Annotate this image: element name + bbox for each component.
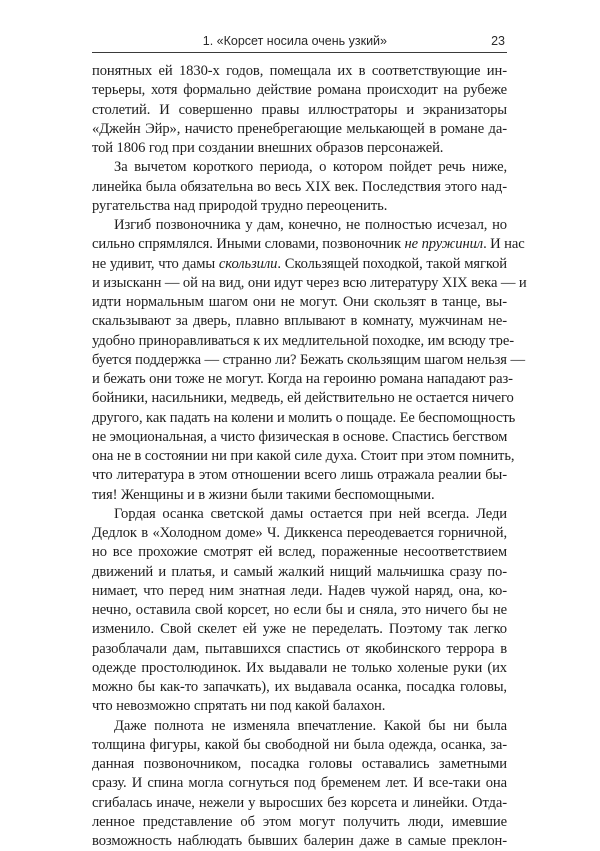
- text-line: той 1806 год при создании внешних образов персонажей.: [92, 139, 507, 158]
- text-line: толщина фигуры, какой бы свободной ни была одежда, осанка, за-: [92, 736, 507, 755]
- text-line: ленное представление об этом могут получить люди, имевшие: [92, 813, 507, 832]
- paragraph: [92, 216, 507, 505]
- text-line: и бежать они тоже не могут. Когда на героиню романа нападают раз-: [92, 370, 507, 389]
- text-line: идти нормальным шагом они не могут. Они скользят в танце, вы-: [92, 293, 507, 312]
- text-line: скальзывают за дверь, плавно вплывают в комнату, мужчинам не-: [92, 312, 507, 331]
- text-line: удобно приноравливаться к их медлительной походке, им всюду тре-: [92, 332, 507, 351]
- paragraph: [92, 62, 507, 158]
- text-line: Дедлок в «Холодном доме» Ч. Диккенса переодевается горничной,: [92, 524, 507, 543]
- text-line: но все прохожие смотрят ей вслед, пораженные несоответствием: [92, 543, 507, 562]
- text-line: что литература в этом отношении всего лишь отражала реалии бы-: [92, 466, 507, 485]
- text-line: сгибалась иначе, нежели у выросших без корсета и линейки. Отда-: [92, 794, 507, 813]
- text-line: сразу. И спина могла согнуться под бременем лет. И все-таки она: [92, 774, 507, 793]
- text-line: не удивит, что дамы скользили. Скользящей походкой, такой мягкой: [92, 255, 507, 274]
- text-line: терьеры, хотя формально действие романа происходит на рубеже: [92, 81, 507, 100]
- text-line: и изысканн — ой на вид, они идут через всю литературу XIX века — и: [92, 274, 507, 293]
- text-line: другого, как падать на колени и молить о пощаде. Ее беспомощность: [92, 409, 507, 428]
- paragraph: [92, 505, 507, 717]
- text-line: не эмоциональная, а чисто физическая в основе. Спастись бегством: [92, 428, 507, 447]
- text-line: Гордая осанка светской дамы остается при ней всегда. Леди: [92, 505, 507, 524]
- text-line: «Джейн Эйр», начисто пренебрегающие мелькающей в романе да-: [92, 120, 507, 139]
- text-line: разоблачали дам, пытавшихся спастись от якобинского террора в: [92, 640, 507, 659]
- text-line: можно бы как-то запачкать), их выдавала осанка, посадка головы,: [92, 678, 507, 697]
- text-line: понятных ей 1830-х годов, помещала их в соответствующие ин-: [92, 62, 507, 81]
- paragraph: [92, 158, 507, 216]
- text-line: она не в состоянии ни при какой силе духа. Стоит при этом помнить,: [92, 447, 507, 466]
- running-header: [92, 34, 507, 53]
- page-number: 23: [491, 34, 505, 48]
- text-line: За вычетом короткого периода, о котором пойдет речь ниже,: [92, 158, 507, 177]
- text-line: нимает, что перед ним знатная леди. Надев чужой наряд, она, ко-: [92, 582, 507, 601]
- text-line: бойники, насильники, медведь, ей действительно не остается ничего: [92, 389, 507, 408]
- text-line: нечно, оставила свой корсет, но если бы и сняла, это ничего бы не: [92, 601, 507, 620]
- text-line: изменило. Свой скелет ей уже не переделать. Поэтому так легко: [92, 620, 507, 639]
- body-text: [92, 62, 507, 851]
- text-line: тия! Женщины и в жизни были такими беспомощными.: [92, 486, 507, 505]
- running-title: 1. «Корсет носила очень узкий»: [203, 34, 387, 48]
- text-line: возможность наблюдать бывших балерин даже в самые преклон-: [92, 832, 507, 851]
- italic-emphasis: скользили: [219, 256, 277, 272]
- text-line: линейка была обязательна во весь XIX век. Последствия этого над-: [92, 178, 507, 197]
- text-line: сильно спрямлялся. Иными словами, позвоночник не пружинил. И нас: [92, 235, 507, 254]
- text-line: буется поддержка — странно ли? Бежать скользящим шагом нельзя —: [92, 351, 507, 370]
- text-line: Даже полнота не изменяла впечатление. Какой бы ни была: [92, 717, 507, 736]
- text-line: Изгиб позвоночника у дам, конечно, не полностью исчезал, но: [92, 216, 507, 235]
- italic-emphasis: не пружинил: [405, 236, 484, 252]
- text-line: одежде простолюдинок. Их выдавали не только холеные руки (их: [92, 659, 507, 678]
- text-line: данная позвоночником, посадка головы оставались заметными: [92, 755, 507, 774]
- text-line: ругательства над природой трудно переоценить.: [92, 197, 507, 216]
- text-line: что невозможно спрятать ни под какой балахон.: [92, 697, 507, 716]
- paragraph: [92, 717, 507, 851]
- text-line: столетий. И совершенно правы иллюстраторы и экранизаторы: [92, 101, 507, 120]
- text-line: движений и платья, и самый жалкий нищий мальчишка сразу по-: [92, 563, 507, 582]
